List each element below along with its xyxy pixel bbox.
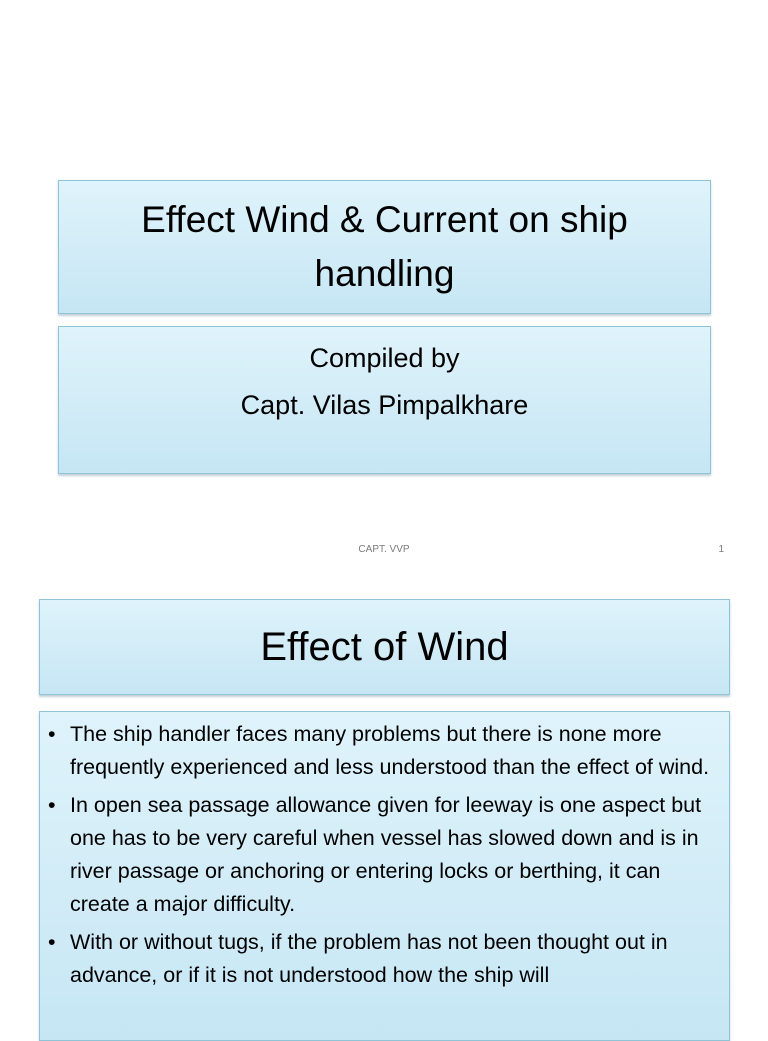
bullet-text: With or without tugs, if the problem has not been thought out in advance, or if it is not understood how the ship will [70, 930, 668, 987]
slide-1-title-box [58, 180, 711, 314]
slide-1-page-number: 1 [718, 544, 724, 555]
slide-2-content-box [39, 711, 730, 1041]
bullet-list [48, 718, 717, 992]
slide-1-subtitle-box [58, 326, 711, 474]
bullet-item [48, 926, 717, 992]
bullet-marker: • [48, 793, 56, 817]
bullet-marker: • [48, 930, 56, 954]
bullet-item [48, 718, 717, 784]
bullet-text: The ship handler faces many problems but there is none more frequently experienced and less understood than the effect of wind. [70, 722, 710, 779]
slide-1-title: Effect Wind & Current on ship handling [141, 199, 628, 294]
bullet-item [48, 789, 717, 921]
bullet-text: In open sea passage allowance given for leeway is one aspect but one has to be very careful when vessel has slowed down and is in river passage or anchoring or entering locks or berthing, it can create a major difficulty. [70, 793, 702, 916]
slide-2-title-box [39, 599, 730, 695]
slide-1-subtitle-line-1: Compiled by [309, 343, 460, 373]
slide-1-footer: CAPT. VVP [358, 544, 410, 555]
slide-2-title: Effect of Wind [260, 625, 509, 669]
bullet-marker: • [48, 722, 56, 746]
slide-1-author: Capt. Vilas Pimpalkhare [240, 390, 529, 420]
